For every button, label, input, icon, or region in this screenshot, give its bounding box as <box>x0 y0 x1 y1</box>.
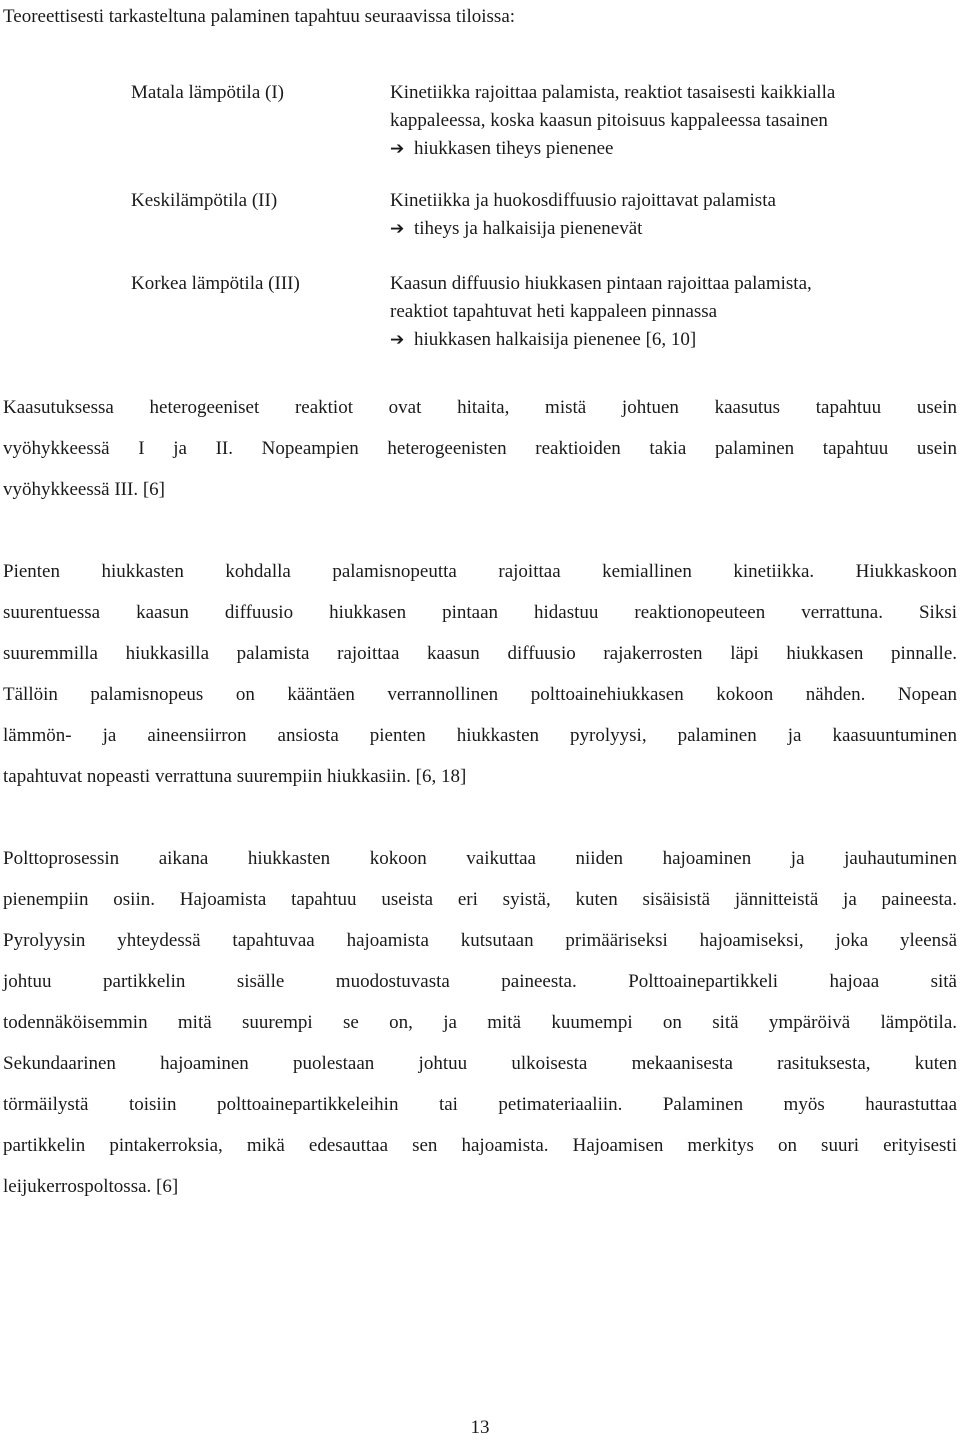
paragraph-line: lämmön- ja aineensiirron ansiosta pienten hiukkasten pyrolyysi, palaminen ja kaasuuntuminen <box>3 725 957 746</box>
paragraph-fragmentation <box>3 838 957 1207</box>
zone-result-line <box>390 135 960 163</box>
paragraph-line: tapahtuvat nopeasti verrattuna suurempiin hiukkasiin. [6, 18] <box>3 766 467 787</box>
paragraph-line: suuremmilla hiukkasilla palamista rajoittaa kaasun diffuusio rajakerrosten läpi hiukkasen pinnalle. <box>3 643 957 664</box>
paragraph-line: suurentuessa kaasun diffuusio hiukkasen pintaan hidastuu reaktionopeuteen verrattuna. Siksi <box>3 602 957 623</box>
paragraph-line: Pienten hiukkasten kohdalla palamisnopeutta rajoittaa kemiallinen kinetiikka. Hiukkaskoon <box>3 561 957 582</box>
paragraph-line: partikkelin pintakerroksia, mikä edesauttaa sen hajoamista. Hajoamisen merkitys on suuri erityisesti <box>3 1135 957 1156</box>
paragraph-line: johtuu partikkelin sisälle muodostuvasta paineesta. Polttoainepartikkeli hajoaa sitä <box>3 971 957 992</box>
zone-description <box>390 79 960 163</box>
zone-result: hiukkasen tiheys pienenee <box>414 138 614 159</box>
zone-description <box>390 187 960 243</box>
zone-description-line: kappaleessa, koska kaasun pitoisuus kappaleessa tasainen <box>390 110 828 131</box>
zone-result: hiukkasen halkaisija pienenee [6, 10] <box>414 329 697 350</box>
zone-description-line: Kinetiikka rajoittaa palamista, reaktiot tasaisesti kaikkialla <box>390 82 836 103</box>
paragraph-small-particles <box>3 551 957 797</box>
paragraph-line: Polttoprosessin aikana hiukkasten kokoon vaikuttaa niiden hajoaminen ja jauhautuminen <box>3 848 957 869</box>
paragraph-line: Tällöin palamisnopeus on kääntäen verrannollinen polttoainehiukkasen kokoon nähden. Nopean <box>3 684 957 705</box>
paragraph-line: Pyrolyysin yhteydessä tapahtuvaa hajoamista kutsutaan primääriseksi hajoamiseksi, joka yleensä <box>3 930 957 951</box>
zone-result: tiheys ja halkaisija pienenevät <box>414 218 643 239</box>
page-number: 13 <box>470 1417 490 1438</box>
right-arrow-icon: ➔ <box>390 330 405 350</box>
paragraph-gasification <box>3 387 957 510</box>
zone-description-line: reaktiot tapahtuvat heti kappaleen pinnassa <box>390 301 718 322</box>
zone-description <box>390 270 960 354</box>
zone-label: Keskilämpötila (II) <box>131 190 278 211</box>
zone-description-line: Kaasun diffuusio hiukkasen pintaan rajoittaa palamista, <box>390 273 812 294</box>
paragraph-line: Kaasutuksessa heterogeeniset reaktiot ovat hitaita, mistä johtuen kaasutus tapahtuu usein <box>3 397 957 418</box>
paragraph-line: todennäköisemmin mitä suurempi se on, ja mitä kuumempi on sitä ympäröivä lämpötila. <box>3 1012 957 1033</box>
intro-text: Teoreettisesti tarkasteltuna palaminen tapahtuu seuraavissa tiloissa: <box>3 6 516 27</box>
zone-label: Korkea lämpötila (III) <box>131 273 300 294</box>
zone-result-line <box>390 215 960 243</box>
document-page <box>3 0 957 1440</box>
right-arrow-icon: ➔ <box>390 139 405 159</box>
paragraph-line: törmäilystä toisiin polttoainepartikkeleihin tai petimateriaaliin. Palaminen myös haurastuttaa <box>3 1094 957 1115</box>
paragraph-line: leijukerrospoltossa. [6] <box>3 1176 179 1197</box>
right-arrow-icon: ➔ <box>390 219 405 239</box>
paragraph-line: vyöhykkeessä I ja II. Nopeampien heterogeenisten reaktioiden takia palaminen tapahtuu usein <box>3 438 957 459</box>
zone-result-line <box>390 326 960 354</box>
paragraph-line: pienempiin osiin. Hajoamista tapahtuu useista eri syistä, kuten sisäisistä jännitteistä ja paineesta. <box>3 889 957 910</box>
zone-label: Matala lämpötila (I) <box>131 82 284 103</box>
paragraph-line: vyöhykkeessä III. [6] <box>3 479 165 500</box>
zone-description-line: Kinetiikka ja huokosdiffuusio rajoittavat palamista <box>390 190 776 211</box>
paragraph-line: Sekundaarinen hajoaminen puolestaan johtuu ulkoisesta mekaanisesta rasituksesta, kuten <box>3 1053 957 1074</box>
